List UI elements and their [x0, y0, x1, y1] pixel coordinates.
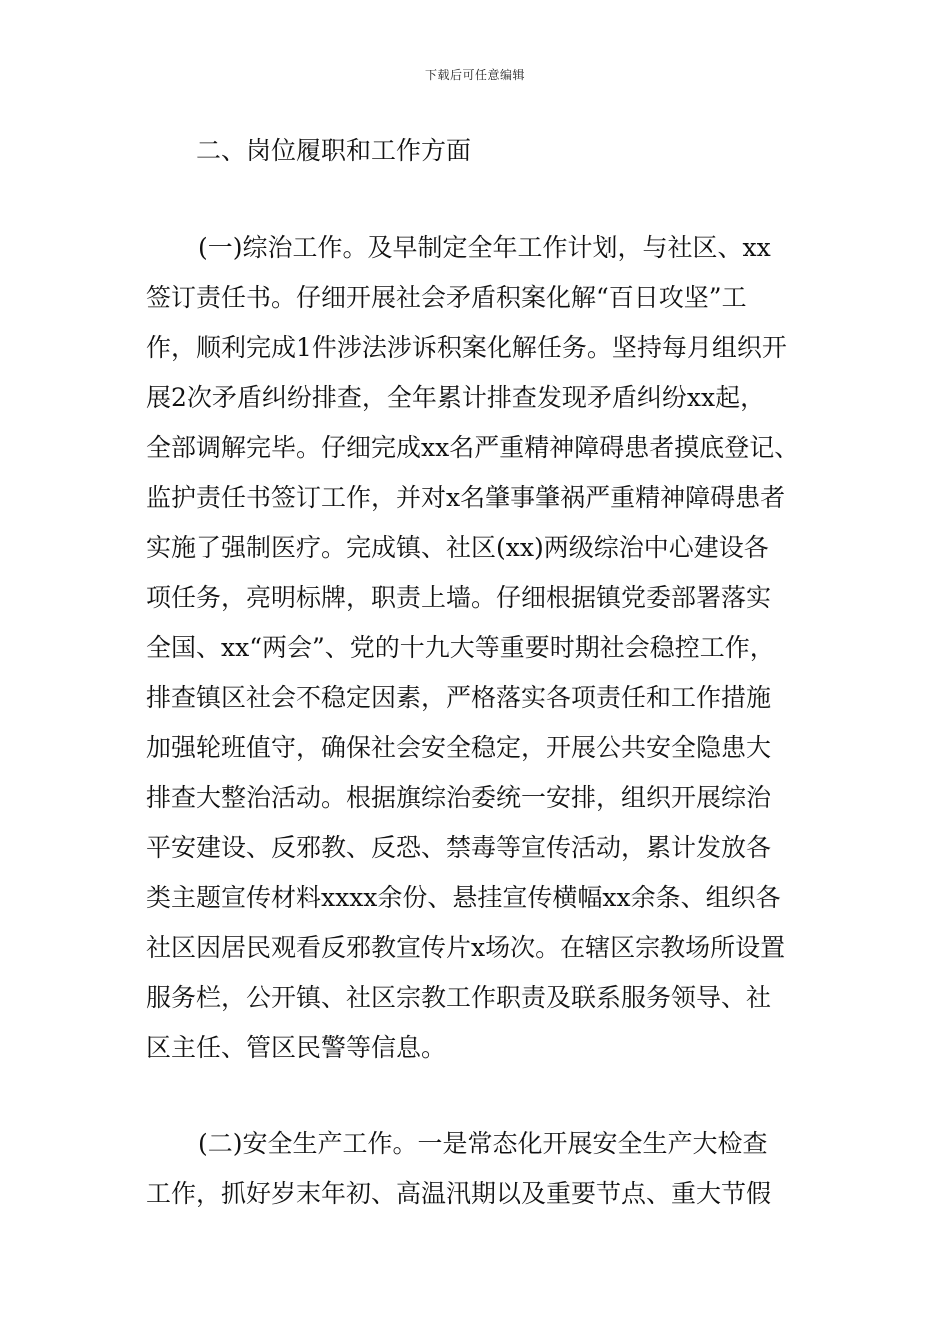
header-note: 下载后可任意编辑 — [424, 68, 525, 82]
paragraph-line: (二)安全生产工作。一是常态化开展安全生产大检查 — [198, 1129, 768, 1158]
paragraph-line: 服务栏，公开镇、社区宗教工作职责及联系服务领导、社 — [146, 983, 772, 1012]
paragraph-line: 排查镇区社会不稳定因素，严格落实各项责任和工作措施 — [146, 683, 772, 712]
paragraph-line: 监护责任书签订工作，并对x名肇事肇祸严重精神障碍患者 — [146, 483, 786, 512]
paragraph-line: 全国、xx“两会”、党的十九大等重要时期社会稳控工作， — [146, 633, 775, 662]
paragraph-zongzhi — [146, 223, 836, 1073]
paragraph-line: 类主题宣传材料xxxx余份、悬挂宣传横幅xx余条、组织各 — [146, 883, 781, 912]
paragraph-line: 排查大整治活动。根据旗综治委统一安排，组织开展综治 — [146, 783, 772, 812]
paragraph-safety — [146, 1119, 836, 1219]
paragraph-line: 签订责任书。仔细开展社会矛盾积案化解“百日攻坚”工 — [146, 283, 747, 312]
paragraph-line: 社区因居民观看反邪教宣传片x场次。在辖区宗教场所设置 — [146, 933, 786, 962]
paragraph-line: 平安建设、反邪教、反恐、禁毒等宣传活动，累计发放各 — [146, 833, 772, 862]
paragraph-line: 加强轮班值守，确保社会安全稳定，开展公共安全隐患大 — [146, 733, 772, 762]
section-heading: 二、岗位履职和工作方面 — [196, 136, 472, 165]
paragraph-line: 实施了强制医疗。完成镇、社区(xx)两级综治中心建设各 — [146, 533, 769, 562]
paragraph-line: 展2次矛盾纠纷排查，全年累计排查发现矛盾纠纷xx起， — [146, 383, 766, 412]
paragraph-line: 项任务，亮明标牌，职责上墙。仔细根据镇党委部署落实 — [146, 583, 772, 612]
paragraph-line: 全部调解完毕。仔细完成xx名严重精神障碍患者摸底登记、 — [146, 433, 800, 462]
paragraph-line: 区主任、管区民警等信息。 — [146, 1033, 447, 1062]
paragraph-line: (一)综治工作。及早制定全年工作计划，与社区、xx — [198, 233, 771, 262]
paragraph-line: 作，顺利完成1件涉法涉诉积案化解任务。坚持每月组织开 — [146, 333, 787, 362]
paragraph-line: 工作，抓好岁末年初、高温汛期以及重要节点、重大节假 — [146, 1179, 772, 1208]
